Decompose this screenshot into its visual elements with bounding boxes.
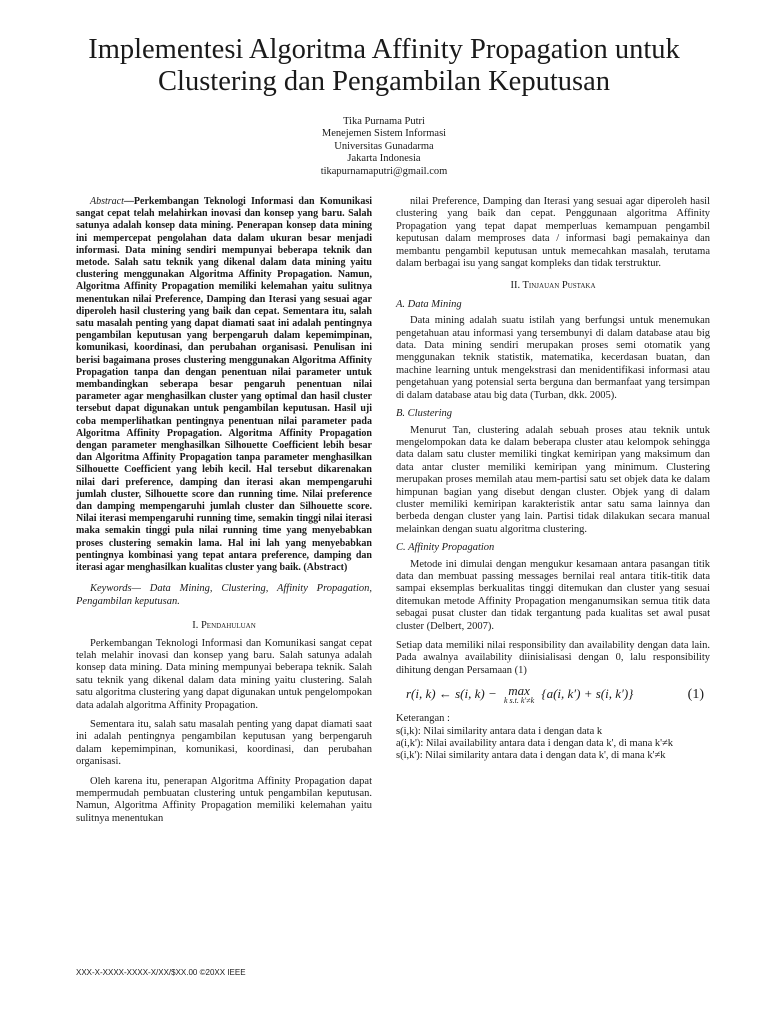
equation-lhs: r(i, k) ← s(i, k) − — [406, 686, 497, 702]
right-column — [396, 196, 710, 763]
author-email: tikapurnamaputri@gmail.com — [320, 165, 448, 177]
section-heading-tinjauan: II. Tinjauan Pustaka — [510, 280, 596, 292]
abstract-lead: Abstract — [90, 196, 124, 207]
keterangan-item: s(i,k'): Nilai similarity antara data i dengan data k', di mana k'≠k — [396, 750, 666, 762]
keterangan-heading: Keterangan : — [396, 713, 450, 725]
equation-max-op: max — [508, 683, 530, 699]
paper-title: Implementesi Algoritma Affinity Propagation untuk Clustering dan Pengambilan Keputusan — [88, 34, 680, 97]
copyright-footer: XXX-X-XXXX-XXXX-X/XX/$XX.00 ©20XX IEEE — [76, 968, 246, 977]
author-name: Tika Purnama Putri — [343, 116, 425, 127]
clustering-paragraph: Menurut Tan, clustering adalah sebuah proses atau teknik untuk mengelompokan data ke dalam beberapa cluster atau kelompok sehingga data dalam satu cluster memiliki tingkat kemiripan yang maksimum dan data antar cluster memiliki kemiripan yang minimum. Clustering merupakan proses memilah atau mem-partisi satu set objek data ke dalam himpunan bagian yang disebut dengan cluster. Objek yang di dalam cluster memiliki kemiripan karakteristik antar satu sama lainnya dan berbeda dengan cluster yang lain. Partisi tidak dilakukan secara manual melainkan dengan suatu algoritma clustering. — [396, 424, 710, 535]
equation-max — [504, 685, 534, 705]
abstract — [76, 196, 372, 574]
keywords: Keywords— Data Mining, Clustering, Affinity Propagation, Pengambilan keputusan. — [76, 583, 372, 607]
subsection-heading-data-mining: A. Data Mining — [396, 298, 462, 310]
equation-body — [406, 685, 633, 705]
section-heading-introduction: I. Pendahuluan — [192, 620, 256, 632]
abstract-text: —Perkembangan Teknologi Informasi dan Komunikasi sangat cepat telah melahirkan inovasi dan konsep yang baru. Salah satunya adalah konsep data mining. Penerapan konsep data mining ini mempercepat pengolahan data dalam ukuran besar menjadi informasi. Data mining sendiri mempunyai beberapa teknik dan metode. Salah satu teknik yang dikenal dalam data mining yaitu clustering menggunakan Algoritma Affinity Propagation. Namun, Algoritma Affinity Propagation memiliki kelemahan yaitu sulitnya menentukan nilai Preference, Damping dan Iterasi yang sesuai agar diperoleh hasil clustering yang baik dan cepat. Sementara itu, salah satu masalah penting yang dapat diamati saat ini adalah pentingnya pengambilan keputusan yang berpengaruh dalam kepemimpinan, komunikasi, koordinasi, dan perubahan organisasi. Penulisan ini berisi bagaimana proses clustering menggunakan Algoritma Affinity Propagation tanpa dan dengan penentuan nilai parameter untuk membandingkan seberapa besar pengaruh penentuan nilai parameter agar menghasilkan cluster yang optimal dan hasil cluster tersebut dapat digunakan untuk pengambilan keputusan. Hasil uji coba memperlihatkan pentingnya penentuan nilai parameter pada Algoritma Affinity Propagation. Algoritma Affinity Propagation dengan parameter menghasilkan Silhouette Coefficient lebih besar dan Algoritma Affinity Propagation tanpa parameter menghasilkan Silhouette Coefficient yang lebih kecil. Hal tersebut dikarenakan nilai dari preference, damping dan iterasi akan mempengaruhi jumlah cluster, Silhouette score dan running time. Nilai preference dan damping mempengaruhi jumlah cluster dan Silhouette score. Nilai iterasi mempengaruhi running time, semakin tinggi nilai iterasi maka semakin tinggi pula nilai running time yang menyebabkan proses clustering semakin lama. Hal ini lah yang menyebabkan pentingnya kombinasi yang tepat antara preference, damping dan iterasi agar menghasilkan kualitas cluster yang baik. (Abstract) — [76, 196, 372, 574]
intro-paragraph-3: Oleh karena itu, penerapan Algoritma Affinity Propagation dapat mempermudah pembuatan clustering untuk pengambilan keputusan. Namun, Algoritma Affinity Propagation memiliki kelemahan yaitu sulitnya menentukan — [76, 775, 372, 824]
left-column — [76, 196, 372, 825]
equation-max-limit: k s.t. k′≠k — [503, 696, 535, 706]
subsection-heading-affinity-propagation: C. Affinity Propagation — [396, 542, 495, 554]
intro-paragraph-2: Sementara itu, salah satu masalah penting yang dapat diamati saat ini adalah pentingnya pengambilan keputusan yang berpengaruh dalam kepemimpinan, komunikasi, koordinasi, dan perubahan organisasi. — [76, 718, 372, 768]
equation-number: (1) — [687, 687, 704, 703]
author-block — [0, 116, 768, 178]
author-city: Jakarta Indonesia — [347, 153, 421, 165]
author-university: Universitas Gunadarma — [334, 140, 434, 152]
equation-rhs: {a(i, k′) + s(i, k′)} — [541, 686, 634, 702]
affinity-paragraph-1: Metode ini dimulai dengan mengukur kesamaan antara pasangan titik data dan membuat passing messages bernilai real antara titik-titik data sampai eksemplas berkualitas tinggi ditemukan dan cluster yang sesuai ditemukan metode Affinity Propagation menganumsikan semua titik data sebagai pusat cluster dan tidak tergantung pada kualitas set awal pusat cluster (Delbert, 2007). — [396, 558, 710, 632]
keterangan-item: a(i,k'): Nilai availability antara data i dengan data k', di mana k'≠k — [396, 738, 674, 750]
equation-1 — [406, 685, 710, 705]
intro-paragraph-1: Perkembangan Teknologi Informasi dan Komunikasi sangat cepat telah melahir inovasi dan konsep yang baru. Salah satunya adalah konsep data mining. Data mining mempunyai beberapa teknik. Salah satu teknik yang dikenal dalam data mining yaitu clustering. Salah satu algoritma clustering yang dapat digunakan untuk pengelompokan data adalah algoritma Affinity Propagation. — [76, 637, 372, 711]
data-mining-paragraph: Data mining adalah suatu istilah yang berfungsi untuk menemukan pengetahuan atau informasi yang tersembunyi di dalam database atau big data. Data mining sendiri merupakan proses semi otomatik yang menggunakan teknik statistik, matematika, kecerdasan buatan, dan machine learning untuk mengekstrasi dan menidentifikasi informasi atau pengetahuan yang potensial serta berguna dan bermanfaat yang tersimpan di dalam database atau big data (Turban, dkk. 2005). — [396, 315, 710, 401]
subsection-heading-clustering: B. Clustering — [396, 408, 453, 420]
affinity-paragraph-2: Setiap data memiliki nilai responsibility dan availability dengan data lain. Pada awalnya availability diinisialisasi dengan 0, lalu responsibility dihitung dengan Persamaan (1) — [396, 640, 710, 676]
author-department: Menejemen Sistem Informasi — [321, 128, 447, 140]
intro-continued: nilai Preference, Damping dan Iterasi yang sesuai agar diperoleh hasil clustering yang baik dan cepat. Penggunaan algoritma Affinity Propagation yang tepat dapat memperluas kemampuan pengambil keputusan dalam memproses data / informasi bagi pemakainya dan membantu pengambil keputusan untuk memecahkan masalah, terutama dalam berbagai isu yang sangat kompleks dan tidak terstruktur. — [396, 196, 710, 270]
keterangan-item: s(i,k): Nilai similarity antara data i dengan data k — [396, 725, 603, 737]
